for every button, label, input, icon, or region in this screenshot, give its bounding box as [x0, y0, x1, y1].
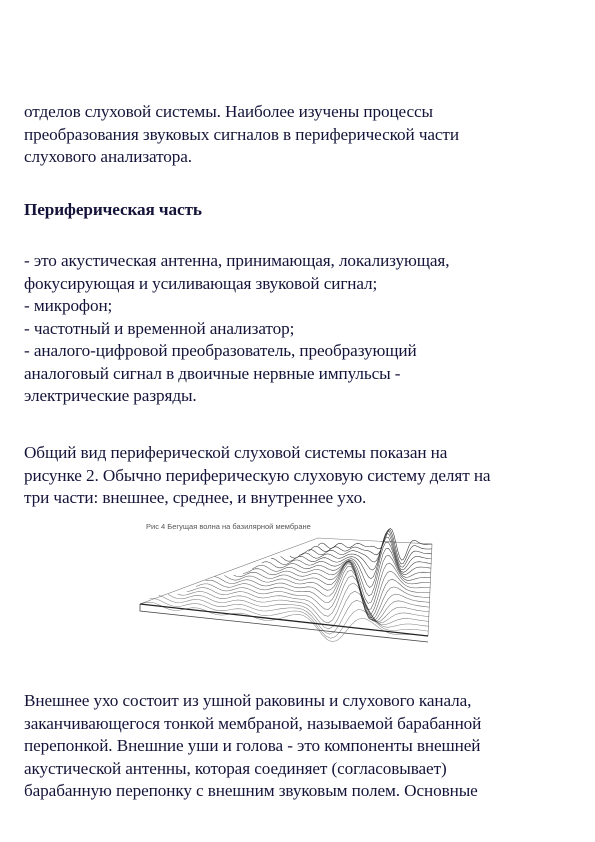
text-line: - микрофон; — [24, 296, 113, 315]
section-heading: Периферическая часть — [24, 200, 202, 219]
text-line: - частотный и временной анализатор; — [24, 318, 295, 338]
text-line: слухового анализатора. — [24, 147, 192, 166]
text-line: барабанную перепонку с внешним звуковым полем. Основные — [24, 781, 478, 800]
text-line: рисунке 2. Обычно периферическую слуховую систему делят на — [24, 465, 491, 485]
text-line: преобразования звуковых сигналов в периферической части — [24, 124, 459, 144]
paragraph-outer-ear — [24, 690, 579, 803]
paragraph-intro — [24, 101, 579, 169]
text-line: - это акустическая антенна, принимающая, локализующая, — [24, 251, 450, 270]
text-line: фокусирующая и усиливающая звуковой сигнал; — [24, 273, 378, 293]
text-line: Внешнее ухо состоит из ушной раковины и слухового канала, — [24, 691, 472, 710]
text-line: заканчивающегося тонкой мембраной, называемой барабанной — [24, 713, 482, 733]
text-line: - аналого-цифровой преобразователь, преобразующий — [24, 341, 417, 360]
text-line: отделов слуховой системы. Наиболее изучены процессы — [24, 102, 434, 121]
text-line: Общий вид периферической слуховой системы показан на — [24, 443, 448, 462]
text-line: акустической антенны, которая соединяет (согласовывает) — [24, 758, 447, 778]
traveling-wave-figure — [120, 518, 440, 643]
text-line: аналоговый сигнал в двоичные нервные импульсы - — [24, 363, 401, 383]
text-line: три части: внешнее, среднее, и внутреннее ухо. — [24, 488, 367, 507]
traveling-wave-illustration — [120, 518, 440, 643]
list-block — [24, 250, 579, 408]
text-line: электрические разряды. — [24, 386, 197, 405]
figure-caption: Рис 4 Бегущая волна на базилярной мембране — [146, 522, 311, 531]
text-line: перепонкой. Внешние уши и голова - это компоненты внешней — [24, 736, 481, 755]
paragraph-overview — [24, 442, 579, 510]
